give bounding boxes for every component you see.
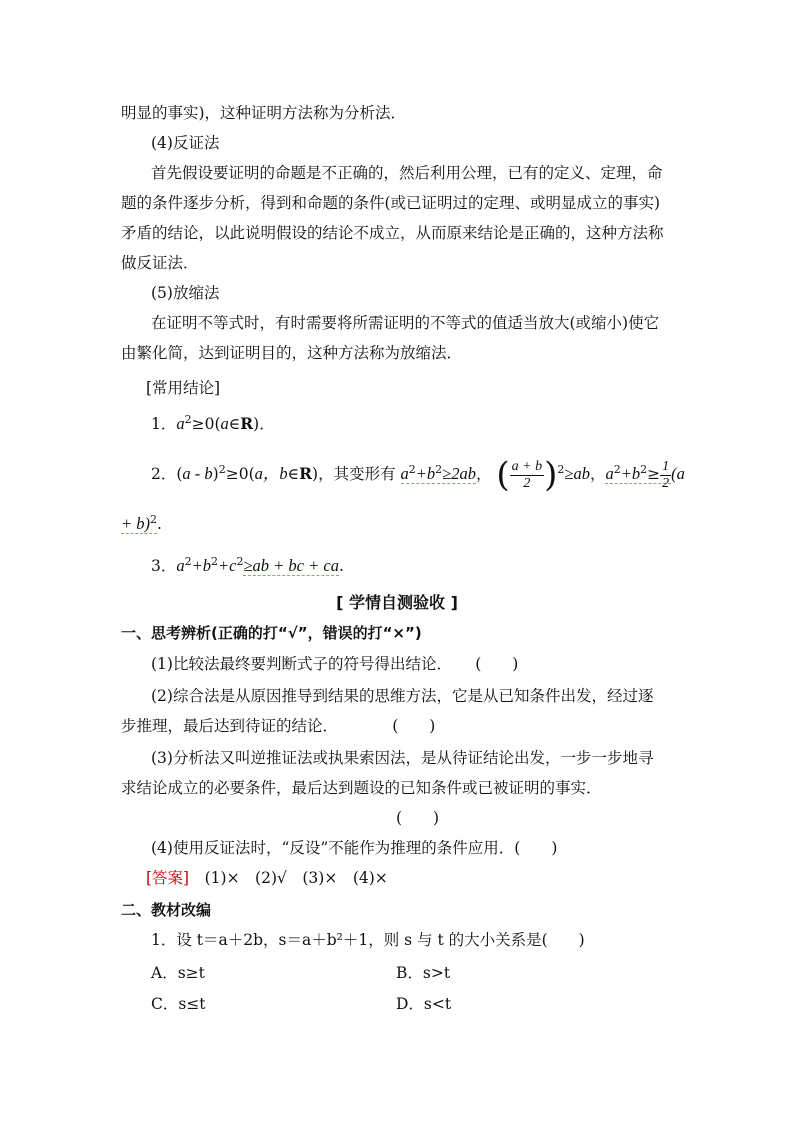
- analysis-paragraph-end: 明显的事实)，这种证明方法称为分析法．: [121, 104, 407, 122]
- conclusion-1: 1．$a^2\ge 0(a\in R)$．: [151, 413, 275, 433]
- conclusion-2-wrap: + b)$^2$.: [121, 513, 162, 533]
- conclusion-2: 2．(a - b)$^2$≥0(a，b∈R)，其变形有 $a^2+b^2\ge 2ab$， ( $\frac{a + b}{2}$ )$^2$≥ab，$a^2+b^2\ge$ $\frac{1}{2}$ (a: [151, 455, 685, 495]
- question-4: (4)使用反证法时，“反设”不能作为推理的条件应用．( ): [151, 839, 558, 857]
- option-a: A．s≥t: [151, 964, 205, 982]
- scaling-line-1: 在证明不等式时，有时需要将所需证明的不等式的值适当放大(或缩小)使它: [151, 314, 660, 332]
- part1-title: 一、思考辨析(正确的打“√”，错误的打“×”): [121, 624, 422, 642]
- conclusions-label: [常用结论]: [146, 379, 221, 397]
- option-c: C．s≤t: [151, 995, 206, 1013]
- section-heading: [ 学情自测验收 ]: [336, 593, 458, 612]
- contradiction-title: (4)反证法: [151, 134, 220, 152]
- scaling-line-2: 由繁化简，达到证明目的，这种方法称为放缩法．: [121, 344, 463, 362]
- option-d: D．s<t: [396, 995, 452, 1013]
- option-b: B．s>t: [396, 964, 451, 982]
- fraction-a-plus-b-over-2: $\frac{a + b}{2}$: [511, 458, 543, 491]
- contradiction-line-3: 矛盾的结论，以此说明假设的结论不成立，从而原来结论是正确的，这种方法称: [121, 224, 664, 242]
- answer-line: [146, 868, 388, 888]
- answer-text: (1)× (2)√ (3)× (4)×: [189, 869, 388, 887]
- contradiction-line-4: 做反证法．: [121, 254, 199, 272]
- answer-label: [答案]: [146, 869, 190, 887]
- question-3-line-3: ( ): [396, 809, 440, 827]
- question-3-line-2: 求结论成立的必要条件，最后达到题设的已知条件或已被证明的事实．: [121, 779, 602, 797]
- scaling-title: (5)放缩法: [151, 284, 220, 302]
- contradiction-line-1: 首先假设要证明的命题是不正确的，然后利用公理，已有的定义、定理，命: [151, 164, 663, 182]
- question-2-line-1: (2)综合法是从原因推导到结果的思维方法，它是从已知条件出发，经过逐: [151, 687, 654, 705]
- question-2-line-2: 步推理，最后达到待证的结论． ( ): [121, 717, 436, 735]
- part2-question-1: 1．设 t＝a＋2b，s＝a＋b²＋1，则 s 与 t 的大小关系是( ): [151, 931, 585, 949]
- part2-title: 二、教材改编: [121, 901, 212, 919]
- question-1: (1)比较法最终要判断式子的符号得出结论． ( ): [151, 655, 519, 673]
- conclusion-3: 3．$a^2+b^2+c^2\ge ab$ + bc + ca.: [151, 555, 344, 575]
- contradiction-line-2: 题的条件逐步分析，得到和命题的条件(或已证明过的定理、或明显成立的事实): [121, 194, 661, 212]
- question-3-line-1: (3)分析法又叫逆推证法或执果索因法，是从待证结论出发，一步一步地寻: [151, 749, 654, 767]
